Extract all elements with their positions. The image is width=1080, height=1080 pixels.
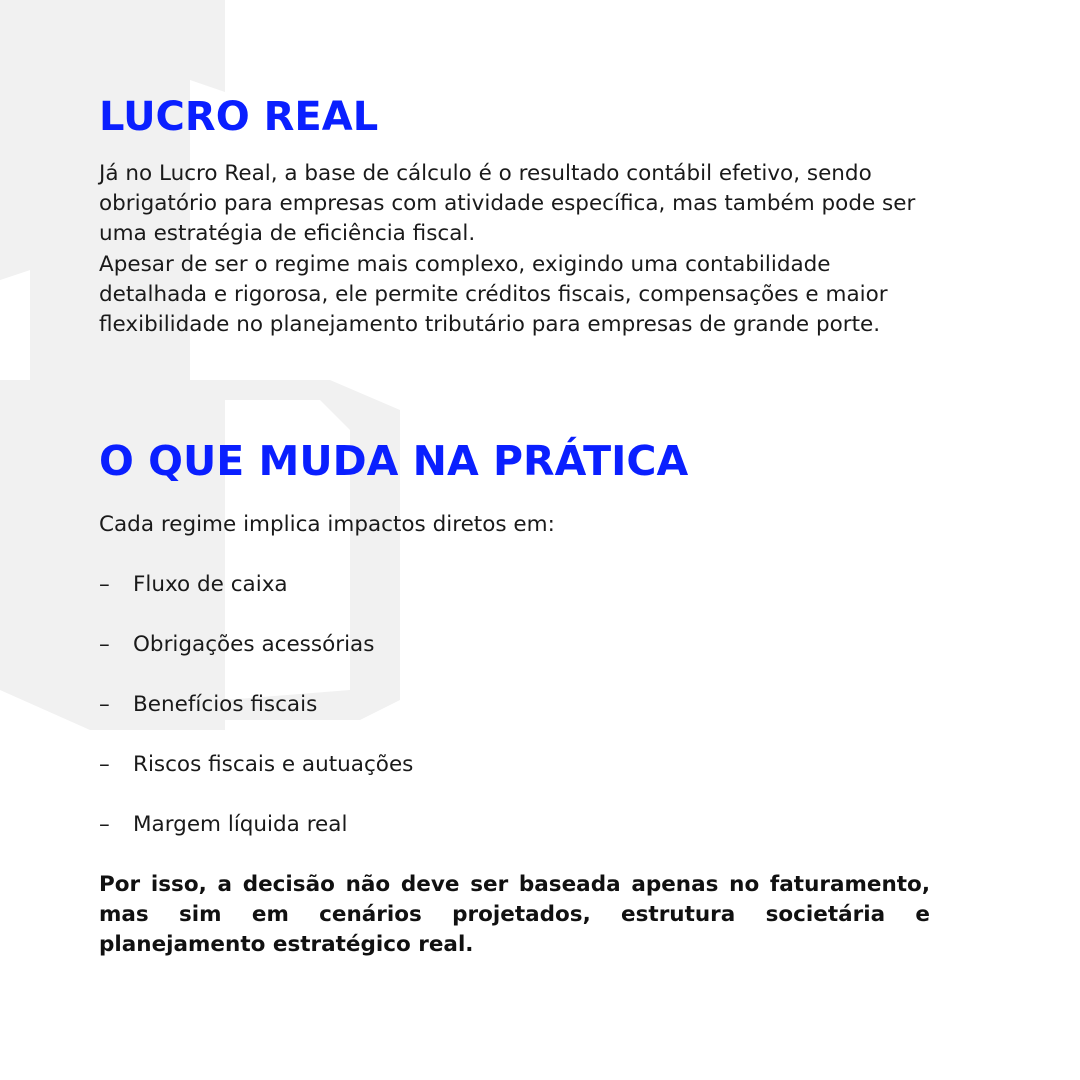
list-item-text: Riscos fiscais e autuações [133, 752, 414, 777]
lucro-real-paragraph: Já no Lucro Real, a base de cálculo é o resultado contábil efetivo, sendo obrigatório para empresas com atividade específica, mas também pode ser uma estratégia de eficiência fiscal. Apesar de ser o regime mais complexo, exigindo uma contabilidade detalhada e rigorosa, ele permite créditos fiscais, compensações e maior flexibilidade no planejamento tributário para empresas de grande porte. [99, 161, 916, 338]
intro-text: Cada regime implica impactos diretos em: [99, 512, 555, 537]
list-item [99, 570, 413, 630]
list-item-text: Fluxo de caixa [133, 572, 288, 597]
list-item-text: Benefícios fiscais [133, 692, 318, 717]
list-item-text: Obrigações acessórias [133, 632, 375, 657]
section-heading-lucro-real: LUCRO REAL [99, 94, 379, 140]
list-item [99, 750, 413, 810]
list-dash-marker: – [99, 752, 110, 777]
closing-statement: Por isso, a decisão não deve ser baseada apenas no faturamento, mas sim em cenários projetados, estrutura societária e planejamento estratégico real. [99, 872, 930, 958]
list-item [99, 630, 413, 690]
list-dash-marker: – [99, 572, 110, 597]
list-item [99, 690, 413, 750]
impact-list [99, 570, 413, 870]
list-dash-marker: – [99, 692, 110, 717]
list-dash-marker: – [99, 812, 110, 837]
list-item [99, 810, 413, 870]
list-item-text: Margem líquida real [133, 812, 348, 837]
section-heading-o-que-muda: O QUE MUDA NA PRÁTICA [99, 437, 689, 485]
list-dash-marker: – [99, 632, 110, 657]
